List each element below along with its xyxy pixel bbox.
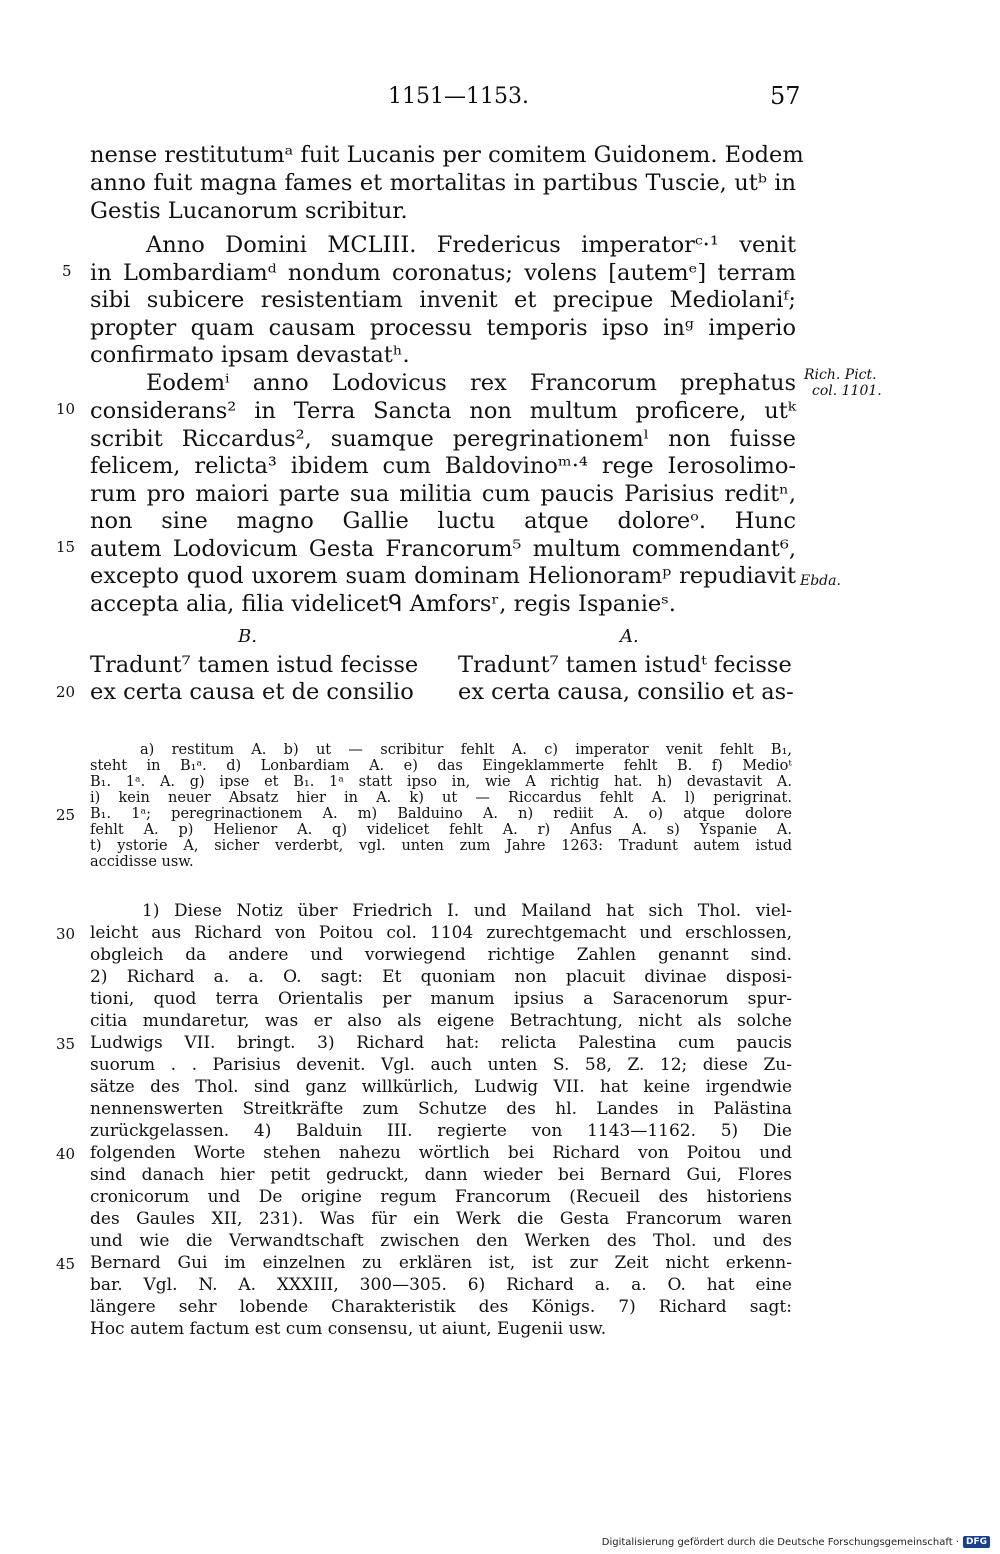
apparatus-line: accidisse usw.	[90, 854, 194, 870]
apparatus-line: B₁. 1ᵃ; peregrinactionem A. m) Balduino A. n) rediit A. o) atque dolore	[90, 806, 792, 822]
column-label-b: B.	[238, 626, 257, 647]
margin-note: col. 1101.	[812, 383, 882, 399]
column-label-a: A.	[620, 626, 639, 647]
text-line: autem Lodovicum Gesta Francorum⁵ multum commendant⁶,	[90, 536, 796, 562]
column-a-line: Tradunt⁷ tamen istudᵗ fecisse	[458, 652, 792, 678]
footnote-line: bar. Vgl. N. A. XXXIII, 300—305. 6) Richard a. a. O. hat eine	[90, 1275, 792, 1295]
text-line: nense restitutumᵃ fuit Lucanis per comitem Guidonem. Eodem	[90, 142, 804, 168]
footnote-line: nennenswerten Streitkräfte zum Schutze des hl. Landes in Palästina	[90, 1099, 792, 1119]
footnote-line: zurückgelassen. 4) Balduin III. regierte von 1143—1162. 5) Die	[90, 1121, 792, 1141]
column-a-line: ex certa causa, consilio et as-	[458, 679, 794, 705]
margin-note: Rich. Pict.	[804, 367, 877, 383]
footnote-line: leicht aus Richard von Poitou col. 1104 zurechtgemacht und erschlossen,	[90, 923, 792, 943]
text-line: confirmato ipsam devastatʰ.	[90, 342, 410, 368]
footnote-line: citia mundaretur, was er also als eigene Betrachtung, nicht als solche	[90, 1011, 792, 1031]
line-number: 10	[56, 400, 76, 418]
apparatus-line: t) ystorie A, sicher verderbt, vgl. unten zum Jahre 1263: Tradunt autem istud	[90, 838, 792, 854]
text-line: in Lombardiamᵈ nondum coronatus; volens [autemᵉ] terram	[90, 260, 796, 286]
footnote-line: Hoc autem factum est cum consensu, ut aiunt, Eugenii usw.	[90, 1319, 607, 1339]
column-b-line: ex certa causa et de consilio	[90, 679, 414, 705]
footnote-line: suorum . . Parisius devenit. Vgl. auch unten S. 58, Z. 12; diese Zu-	[90, 1055, 792, 1075]
dfg-logo: DFG	[963, 1536, 990, 1548]
footnote-line: Ludwigs VII. bringt. 3) Richard hat: relicta Palestina cum paucis	[90, 1033, 792, 1053]
column-b-line: Tradunt⁷ tamen istud fecisse	[90, 652, 419, 678]
line-number: 35	[56, 1035, 76, 1053]
text-line: sibi subicere resistentiam invenit et precipue Mediolaniᶠ;	[90, 287, 796, 313]
text-line: considerans² in Terra Sancta non multum proficere, utᵏ	[90, 398, 796, 424]
text-line: anno fuit magna fames et mortalitas in partibus Tuscie, utᵇ in	[90, 170, 796, 196]
running-title: 1151—1153.	[388, 84, 529, 109]
apparatus-line: B₁. 1ᵃ. A. g) ipse et B₁. 1ᵃ statt ipso in, wie A richtig hat. h) devastavit A.	[90, 774, 792, 790]
line-number: 45	[56, 1255, 76, 1273]
text-line: Eodemⁱ anno Lodovicus rex Francorum prephatus	[146, 370, 796, 396]
text-line: propter quam causam processu temporis ipso inᵍ imperio	[90, 315, 796, 341]
text-line: scribit Riccardus², suamque peregrinationemˡ non fuisse	[90, 426, 796, 452]
text-line: Gestis Lucanorum scribitur.	[90, 198, 408, 224]
credit-text: Digitalisierung gefördert durch die Deutsche Forschungsgemeinschaft ·	[601, 1536, 959, 1548]
line-number: 5	[62, 262, 72, 280]
text-line: accepta alia, filia videlicetᑫ Amforsʳ, regis Ispanieˢ.	[90, 591, 676, 617]
digitization-credit	[602, 1536, 990, 1548]
footnote-line: sätze des Thol. sind ganz willkürlich, Ludwig VII. hat keine irgendwie	[90, 1077, 792, 1097]
footnote-line: Bernard Gui im einzelnen zu erklären ist, ist zur Zeit nicht erkenn-	[90, 1253, 792, 1273]
footnote-line: 1) Diese Notiz über Friedrich I. und Mailand hat sich Thol. viel-	[142, 901, 792, 921]
page-number: 57	[770, 82, 801, 110]
apparatus-line: steht in B₁ᵃ. d) Lonbardiam A. e) das Eingeklammerte fehlt B. f) Medioᵗ	[90, 758, 792, 774]
footnote-line: cronicorum und De origine regum Francorum (Recueil des historiens	[90, 1187, 792, 1207]
footnote-line: des Gaules XII, 231). Was für ein Werk die Gesta Francorum waren	[90, 1209, 792, 1229]
apparatus-line: fehlt A. p) Helienor A. q) videlicet fehlt A. r) Anfus A. s) Yspanie A.	[90, 822, 792, 838]
text-line: felicem, relicta³ ibidem cum Baldovinoᵐ·⁴ rege Ierosolimo-	[90, 453, 796, 479]
line-number: 15	[56, 538, 76, 556]
footnote-line: 2) Richard a. a. O. sagt: Et quoniam non placuit divinae disposi-	[90, 967, 792, 987]
text-line: non sine magno Gallie luctu atque doloreᵒ. Hunc	[90, 508, 796, 534]
footnote-line: obgleich da andere und vorwiegend richtige Zahlen genannt sind.	[90, 945, 792, 965]
margin-note: Ebda.	[800, 573, 841, 589]
line-number: 25	[56, 806, 76, 824]
footnote-line: folgenden Worte stehen nahezu wörtlich bei Richard von Poitou und	[90, 1143, 792, 1163]
apparatus-line: a) restitum A. b) ut — scribitur fehlt A. c) imperator venit fehlt B₁,	[140, 742, 792, 758]
footnote-line: tioni, quod terra Orientalis per manum ipsius a Saracenorum spur-	[90, 989, 792, 1009]
text-line: rum pro maiori parte sua militia cum paucis Parisius reditⁿ,	[90, 481, 796, 507]
apparatus-line: i) kein neuer Absatz hier in A. k) ut — Riccardus fehlt A. l) perigrinat.	[90, 790, 792, 806]
line-number: 40	[56, 1145, 76, 1163]
footnote-line: sind danach hier petit gedruckt, dann wieder bei Bernard Gui, Flores	[90, 1165, 792, 1185]
line-number: 30	[56, 925, 76, 943]
footnote-line: und wie die Verwandtschaft zwischen den Werken des Thol. und des	[90, 1231, 792, 1251]
line-number: 20	[56, 683, 76, 701]
text-line: excepto quod uxorem suam dominam Helionoramᵖ repudiavit	[90, 563, 796, 589]
footnote-line: längere sehr lobende Charakteristik des Königs. 7) Richard sagt:	[90, 1297, 792, 1317]
text-line: Anno Domini MCLIII. Fredericus imperatorᶜ·¹ venit	[146, 232, 796, 258]
